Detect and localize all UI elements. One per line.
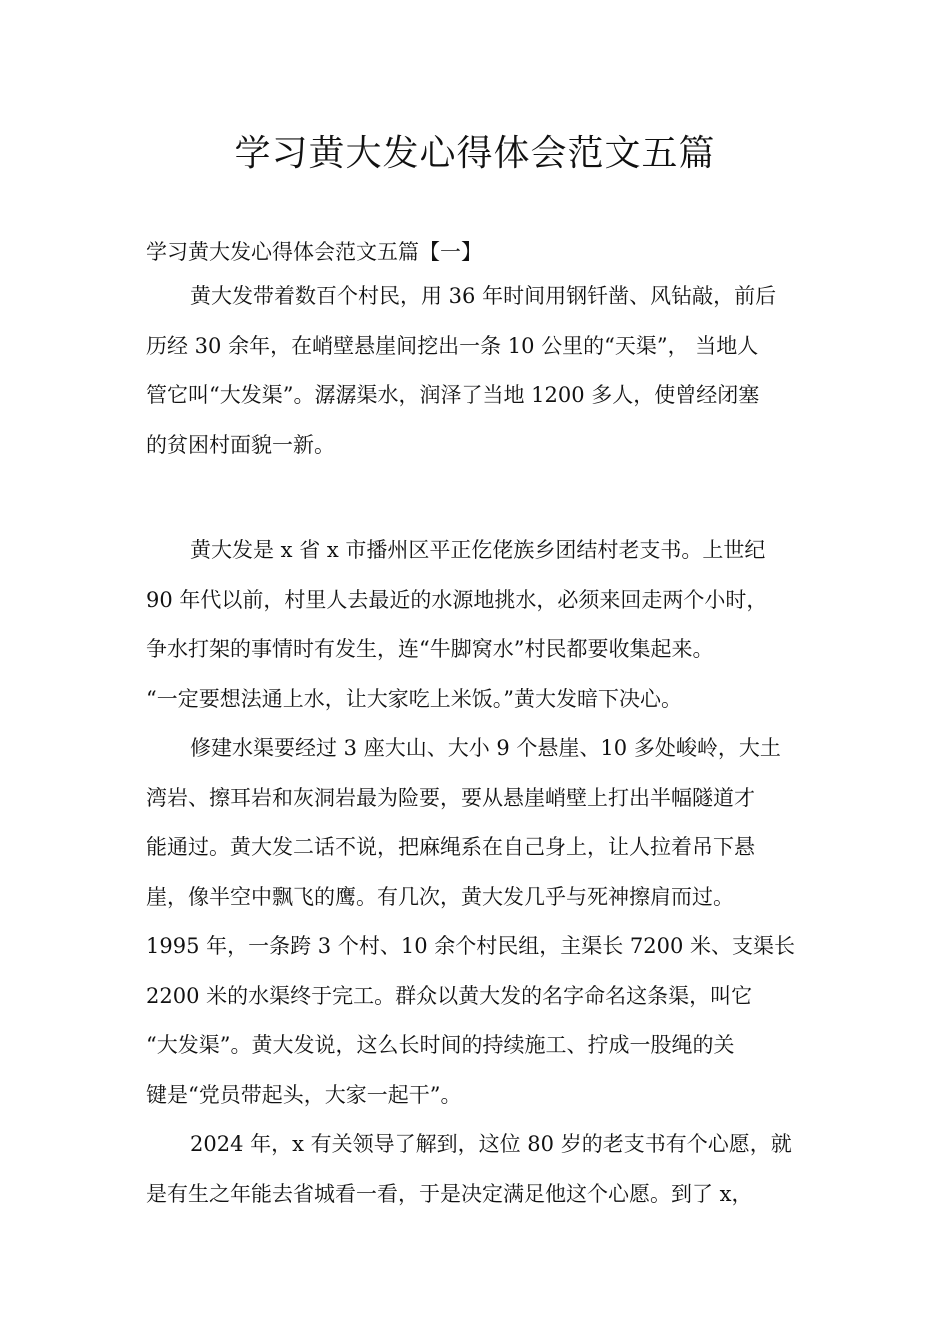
paragraph-line: “大发渠”。黄大发说，这么长时间的持续施工、拧成一股绳的关: [146, 1033, 735, 1057]
paragraph-2: [146, 530, 808, 728]
paragraph-line: 历经 30 余年，在峭壁悬崖间挖出一条 10 公里的“天渠”， 当地人: [146, 333, 759, 358]
paragraph-line: 1995 年，一条跨 3 个村、10 余个村民组，主渠长 7200 米、支渠长: [146, 934, 796, 958]
paragraph-line: 是有生之年能去省城看一看，于是决定满足他这个心愿。到了 x，: [146, 1181, 753, 1206]
paragraph-4: [146, 1124, 808, 1223]
paragraph-line: 黄大发是 x 省 x 市播州区平正仡佬族乡团结村老支书。上世纪: [190, 538, 766, 562]
document-title: 学习黄大发心得体会范文五篇: [234, 133, 716, 174]
paragraph-line: 2200 米的水渠终于完工。群众以黄大发的名字命名这条渠，叫它: [146, 983, 753, 1008]
section-heading: 学习黄大发心得体会范文五篇【一】: [146, 240, 482, 264]
paragraph-line: 的贫困村面貌一新。: [146, 432, 335, 457]
paragraph-line: 争水打架的事情时有发生，连“牛脚窝水”村民都要收集起来。: [146, 637, 714, 661]
paragraph-line: 能通过。黄大发二话不说，把麻绳系在自己身上，让人拉着吊下悬: [146, 835, 755, 859]
paragraph-1: [146, 276, 808, 474]
paragraph-line: 90 年代以前，村里人去最近的水源地挑水，必须来回走两个小时，: [146, 587, 768, 612]
paragraph-line: 键是“党员带起头，大家一起干”。: [146, 1082, 462, 1107]
paragraph-line: “一定要想法通上水，让大家吃上米饭。”黄大发暗下决心。: [146, 686, 682, 711]
paragraph-line: 黄大发带着数百个村民，用 36 年时间用钢钎凿、风钻敲，前后: [190, 284, 777, 308]
paragraph-line: 管它叫“大发渠”。潺潺渠水，润泽了当地 1200 多人，使曾经闭塞: [146, 383, 760, 407]
paragraph-line: 2024 年，x 有关领导了解到，这位 80 岁的老支书有个心愿，就: [190, 1132, 792, 1156]
paragraph-line: 湾岩、擦耳岩和灰洞岩最为险要，要从悬崖峭壁上打出半幅隧道才: [146, 785, 755, 810]
paragraph-3: [146, 728, 808, 1124]
paragraph-line: 修建水渠要经过 3 座大山、大小 9 个悬崖、10 多处峻岭，大土: [190, 736, 781, 760]
paragraph-line: 崖，像半空中飘飞的鹰。有几次，黄大发几乎与死神擦肩而过。: [146, 884, 734, 909]
